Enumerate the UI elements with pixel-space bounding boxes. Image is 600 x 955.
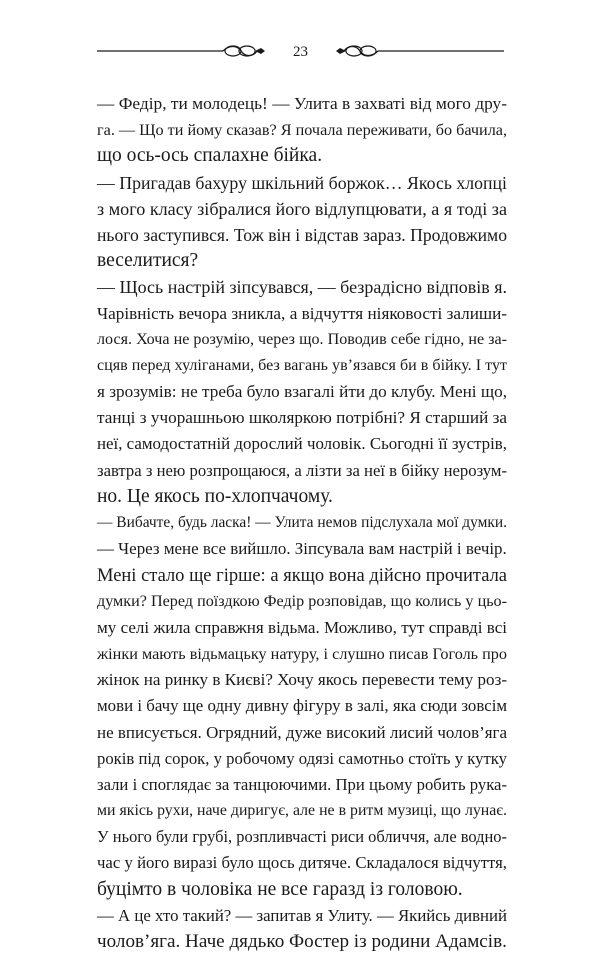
- text-line: — Вибачте, будь ласка! — Улита немов підслухала мої думки.: [97, 514, 507, 531]
- text-line: — Пригадав бахуру шкільний боржок… Якось хлопці: [97, 172, 507, 193]
- text-line: думки? Перед поїздкою Федір розповідав, що колись у цьо-: [97, 592, 507, 610]
- text-line: — Через мене все вийшло. Зіпсувала вам настрій і вечір.: [97, 539, 507, 559]
- text-line: но. Це якось по-хлопчачому.: [97, 485, 333, 507]
- text-line: буцімто в чоловіка не все гаразд із головою.: [97, 878, 463, 900]
- text-line: нього заступився. Тож він і відстав зараз. Продовжимо: [97, 224, 507, 245]
- text-line: що ось-ось спалахне бійка.: [97, 145, 323, 167]
- text-line: жінки мають відьмацьку натуру, і слушно писав Гоголь про: [97, 644, 507, 663]
- text-line: танці з учорашньою школяркою потрібні? Я старший за: [97, 408, 507, 428]
- text-line: жінок на ринку в Києві? Хочу якось перевести тему роз-: [97, 670, 507, 690]
- text-line: веселитися?: [97, 250, 199, 272]
- text-line: не вписується. Огрядний, дуже високий лисий чолов’яга: [97, 722, 507, 742]
- body-text: [97, 91, 507, 955]
- text-line: — Щось настрій зіпсувався, — безрадісно відповів я.: [97, 277, 507, 298]
- text-line: з мого класу зібралися його відлупцювати, а я тоді за: [97, 198, 507, 219]
- text-line: му селі жила справжня відьма. Можливо, тут справді всі: [97, 617, 507, 637]
- text-line: час у його виразі було щось дитяче. Складалося відчуття,: [97, 853, 507, 873]
- text-line: ми якісь рухи, наче диригує, але не в ритм музиці, що лунає.: [97, 802, 507, 820]
- text-line: років під сорок, у робочому одязі самотньо стоїть у кутку: [97, 748, 507, 768]
- page-number: 23: [293, 44, 308, 60]
- text-line: — Федір, ти молодець! — Улита в захваті від мого дру-: [97, 94, 507, 113]
- text-line: Чарівність вечора зникла, а відчуття ніяковості залиши-: [97, 303, 507, 323]
- text-line: Мені стало ще гірше: а якщо вона дійсно прочитала: [97, 565, 507, 586]
- text-line: — А це хто такий? — запитав я Улиту. — Якийсь дивний: [97, 905, 507, 925]
- text-line: лося. Хоча не розумію, через що. Поводив себе гідно, не за-: [97, 330, 507, 348]
- text-line: я зрозумів: не треба було взагалі йти до клубу. Мені що,: [97, 382, 507, 402]
- text-line: мови і бачу ще одну дивну фігуру в залі, яка сюди зовсім: [97, 696, 508, 716]
- text-line: га. — Що ти йому сказав? Я почала переживати, бо бачила,: [97, 121, 507, 140]
- text-line: завтра з нею розпрощаюся, а лізти за неї в бійку нерозум-: [97, 460, 507, 480]
- text-line: У нього були грубі, розпливчасті риси обличчя, але водно-: [97, 827, 507, 847]
- text-line: неї, самодостатній дорослий чоловік. Сьогодні її зустрів,: [97, 434, 507, 454]
- text-line: сцяв перед хуліганами, без вагань ув’язався би в бійку. І тут: [97, 356, 507, 374]
- page-header: [97, 40, 504, 64]
- text-line: чолов’яга. Наче дядько Фостер із родини Адамсів.: [97, 931, 507, 952]
- text-line: зали і споглядає за танцюючими. При цьому робить рука-: [97, 774, 507, 794]
